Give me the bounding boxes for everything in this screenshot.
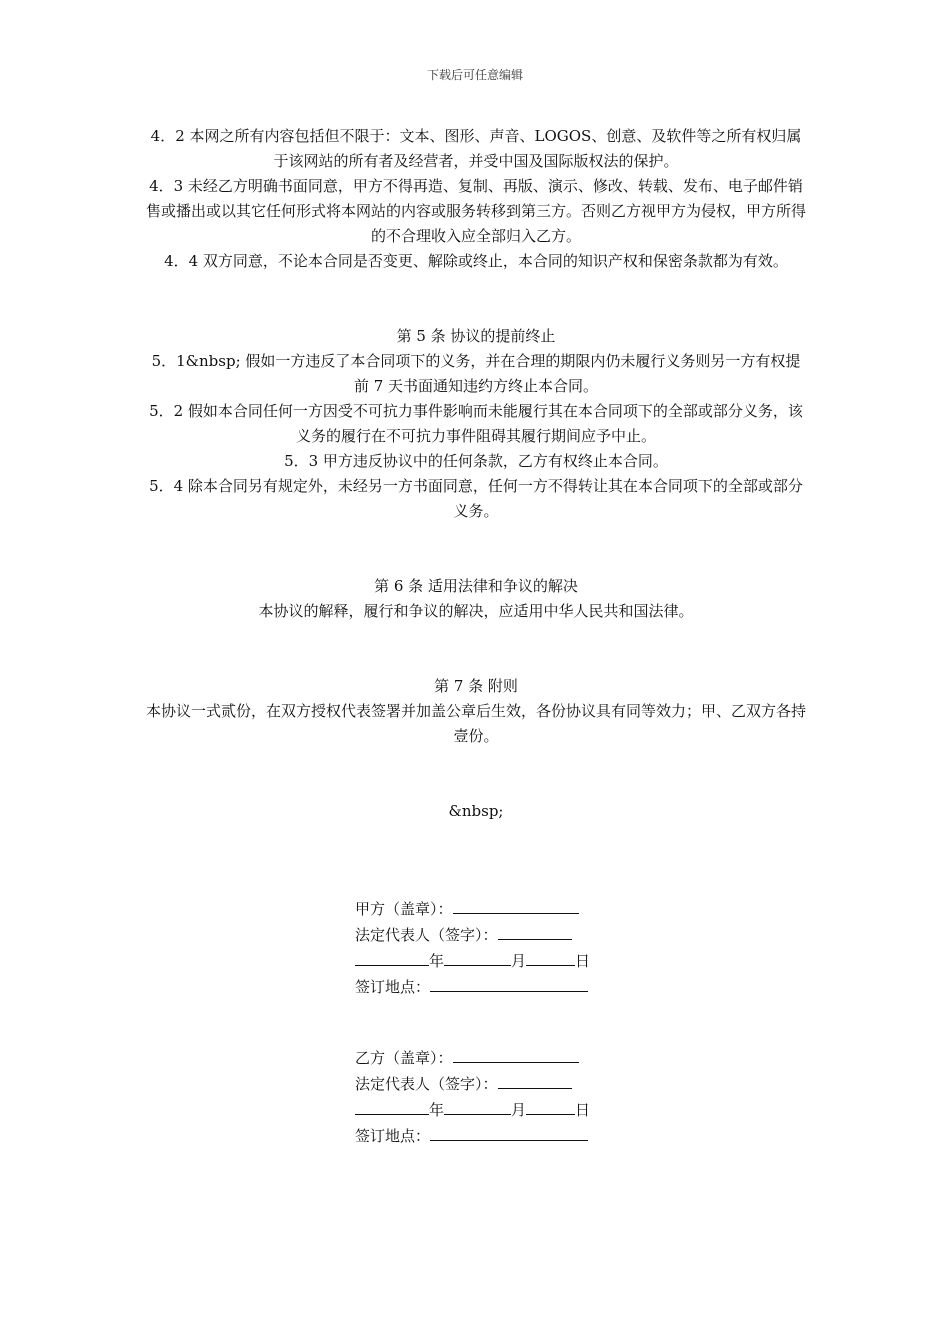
party-a-place-line bbox=[355, 974, 600, 1000]
party-a-rep-line bbox=[355, 922, 600, 948]
party-a-seal-line bbox=[355, 896, 600, 922]
clause-5-1: 5．1&nbsp; 假如一方违反了本合同项下的义务，并在合理的期限内仍未履行义务则另一方有权提前 7 天书面通知违约方终止本合同。 bbox=[151, 352, 801, 395]
party-a-year-blank[interactable] bbox=[355, 948, 429, 966]
party-b-place-label: 签订地点： bbox=[355, 1127, 431, 1145]
article-5-title: 第 5 条 协议的提前终止 bbox=[396, 327, 556, 345]
party-a-date-line bbox=[355, 948, 600, 974]
party-a-seal-blank[interactable] bbox=[453, 896, 579, 914]
party-b-month-label: 月 bbox=[511, 1101, 527, 1119]
party-b-place-line bbox=[355, 1123, 600, 1149]
party-a-rep-blank[interactable] bbox=[498, 922, 572, 940]
section-gap bbox=[145, 624, 807, 674]
party-b-rep-label: 法定代表人（签字）： bbox=[355, 1075, 498, 1093]
party-a-month-blank[interactable] bbox=[444, 948, 511, 966]
party-a-day-label: 日 bbox=[575, 952, 591, 970]
section-gap bbox=[145, 524, 807, 574]
clause-7-1: 本协议一式贰份，在双方授权代表签署并加盖公章后生效，各份协议具有同等效力；甲、乙双方各持壹份。 bbox=[145, 702, 806, 745]
clause-6-1: 本协议的解释，履行和争议的解决，应适用中华人民共和国法律。 bbox=[258, 602, 694, 620]
party-a-rep-label: 法定代表人（签字）： bbox=[355, 926, 498, 944]
party-a-place-label: 签订地点： bbox=[355, 978, 431, 996]
clause-5-3: 5．3 甲方违反协议中的任何条款，乙方有权终止本合同。 bbox=[284, 452, 668, 470]
party-b-rep-line bbox=[355, 1071, 600, 1097]
article-6-title: 第 6 条 适用法律和争议的解决 bbox=[374, 577, 578, 595]
party-b-year-label: 年 bbox=[429, 1101, 445, 1119]
nbsp-spacer-text: &nbsp; bbox=[448, 802, 504, 820]
party-b-seal-line bbox=[355, 1045, 600, 1071]
clause-4-4: 4．4 双方同意，不论本合同是否变更、解除或终止，本合同的知识产权和保密条款都为有效。 bbox=[164, 252, 788, 270]
party-a-place-blank[interactable] bbox=[430, 974, 588, 992]
party-b-rep-blank[interactable] bbox=[498, 1071, 572, 1089]
party-a-day-blank[interactable] bbox=[526, 948, 575, 966]
clause-5-4: 5．4 除本合同另有规定外，未经另一方书面同意，任何一方不得转让其在本合同项下的全部或部分义务。 bbox=[149, 477, 803, 520]
party-b-seal-blank[interactable] bbox=[453, 1045, 579, 1063]
party-b-place-blank[interactable] bbox=[430, 1123, 588, 1141]
clause-4-3: 4．3 未经乙方明确书面同意，甲方不得再造、复制、再版、演示、修改、转载、发布、电子邮件销售或播出或以其它任何形式将本网站的内容或服务转移到第三方。否则乙方视甲方为侵权，甲方所得的不合理收入应全部归入乙方。 bbox=[145, 177, 806, 245]
party-b-month-blank[interactable] bbox=[444, 1097, 511, 1115]
party-b-signature-block bbox=[355, 1045, 600, 1149]
party-a-signature-block bbox=[355, 896, 600, 1000]
article-7-title: 第 7 条 附则 bbox=[434, 677, 518, 695]
party-b-year-blank[interactable] bbox=[355, 1097, 429, 1115]
clause-5-2: 5．2 假如本合同任何一方因受不可抗力事件影响而未能履行其在本合同项下的全部或部分义务，该义务的履行在不可抗力事件阻碍其履行期间应予中止。 bbox=[149, 402, 803, 445]
clause-4-2: 4．2 本网之所有内容包括但不限于：文本、图形、声音、LOGOS、创意、及软件等之所有权归属于该网站的所有者及经营者，并受中国及国际版权法的保护。 bbox=[150, 127, 802, 170]
page-header-note: 下载后可任意编辑 bbox=[426, 68, 523, 82]
party-b-date-line bbox=[355, 1097, 600, 1123]
party-a-month-label: 月 bbox=[511, 952, 527, 970]
party-b-day-blank[interactable] bbox=[526, 1097, 575, 1115]
party-a-seal-label: 甲方（盖章）： bbox=[355, 900, 453, 918]
party-b-seal-label: 乙方（盖章）： bbox=[355, 1049, 453, 1067]
section-gap bbox=[145, 749, 807, 799]
contract-body bbox=[145, 124, 807, 824]
party-a-year-label: 年 bbox=[429, 952, 445, 970]
section-gap bbox=[145, 274, 807, 324]
party-b-day-label: 日 bbox=[575, 1101, 591, 1119]
